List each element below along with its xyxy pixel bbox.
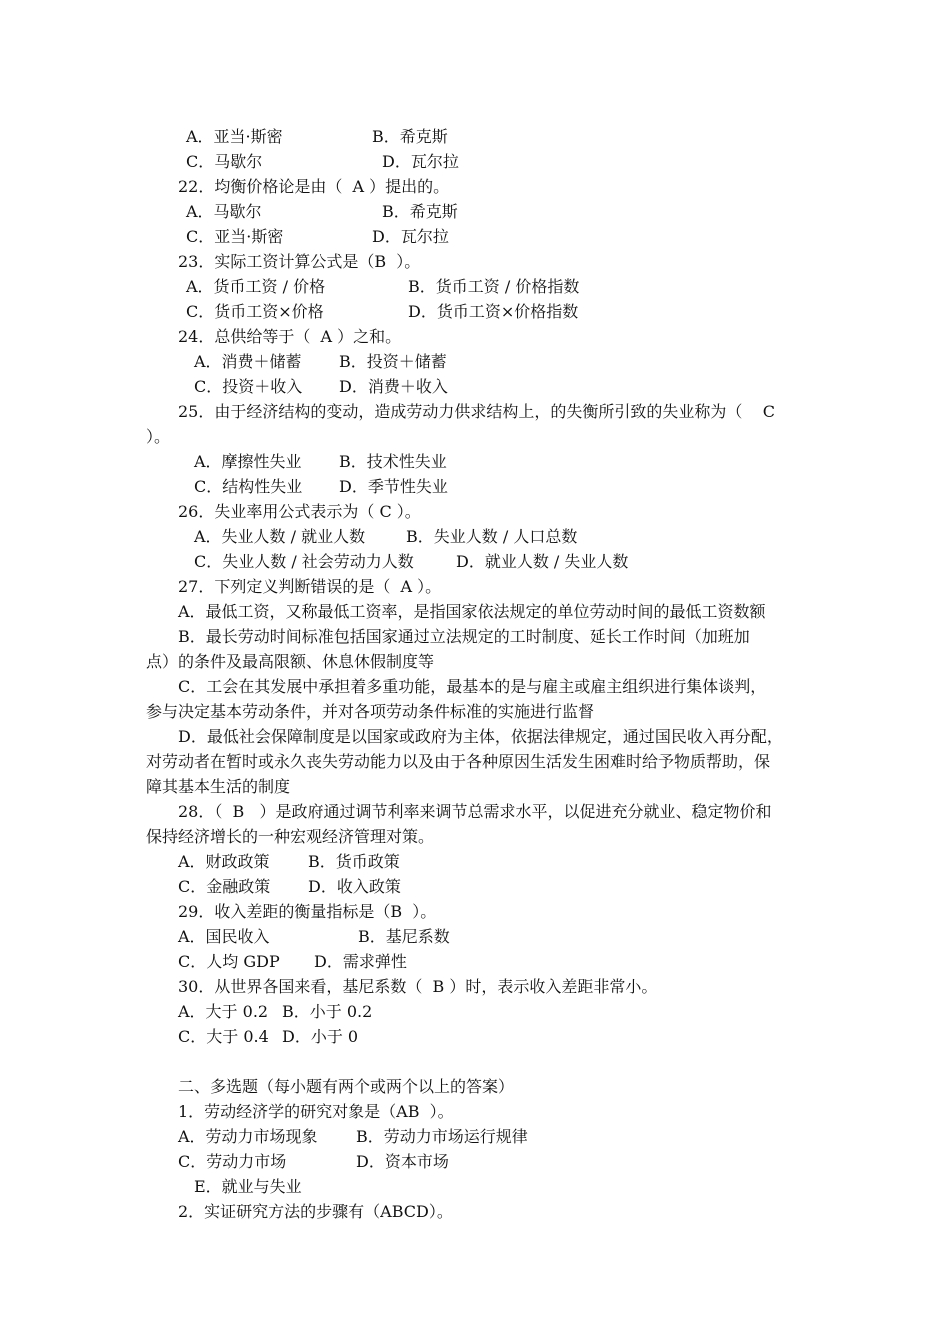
question-23: 23．实际工资计算公式是（B ）。 (178, 252, 421, 271)
option-a: A．大于 0.2 (178, 1002, 269, 1021)
option-b: B．货币工资 / 价格指数 (408, 277, 580, 296)
option-d: D．消费＋收入 (339, 377, 448, 396)
option-b: B．货币政策 (308, 852, 400, 871)
option-d: D．季节性失业 (339, 477, 448, 496)
question-30: 30．从世界各国来看，基尼系数（ B ）时，表示收入差距非常小。 (178, 977, 658, 996)
option-c: C．马歇尔 (186, 152, 263, 171)
question-25-cont: ）。 (146, 427, 171, 446)
option-c: C．人均 GDP (178, 952, 280, 971)
option-c: C．投资＋收入 (194, 377, 303, 396)
question-26: 26．失业率用公式表示为（ C ）。 (178, 502, 421, 521)
option-e: E．就业与失业 (194, 1177, 302, 1196)
option-b: B．失业人数 / 人口总数 (406, 527, 578, 546)
question-29: 29．收入差距的衡量指标是（B ）。 (178, 902, 437, 921)
question-28: 28．（ B ）是政府通过调节利率来调节总需求水平，以促进充分就业、稳定物价和 (178, 802, 772, 821)
option-b: B．小于 0.2 (282, 1002, 373, 1021)
statement-d: D．最低社会保障制度是以国家或政府为主体，依据法律规定，通过国民收入再分配， (178, 727, 783, 746)
question-25: 25．由于经济结构的变动，造成劳动力供求结构上，的失衡所引致的失业称为（ C (178, 402, 775, 421)
question-28-cont: 保持经济增长的一种宏观经济管理对策。 (146, 827, 435, 846)
option-c: C．失业人数 / 社会劳动力人数 (194, 552, 414, 571)
option-b: B．劳动力市场运行规律 (356, 1127, 528, 1146)
option-c: C．劳动力市场 (178, 1152, 287, 1171)
option-a: A．亚当·斯密 (186, 127, 283, 146)
option-c: C．货币工资×价格 (186, 302, 324, 321)
statement-c-cont: 参与决定基本劳动条件，并对各项劳动条件标准的实施进行监督 (146, 702, 595, 721)
statement-c: C．工会在其发展中承担着多重功能，最基本的是与雇主或雇主组织进行集体谈判， (178, 677, 767, 696)
option-c: C．亚当·斯密 (186, 227, 284, 246)
statement-b: B．最长劳动时间标准包括国家通过立法规定的工时制度、延长工作时间（加班加 (178, 627, 750, 646)
option-a: A．消费＋储蓄 (194, 352, 302, 371)
option-a: A．马歇尔 (186, 202, 262, 221)
option-d: D．就业人数 / 失业人数 (456, 552, 629, 571)
question-24: 24．总供给等于（ A ）之和。 (178, 327, 402, 346)
option-c: C．结构性失业 (194, 477, 303, 496)
option-b: B．基尼系数 (358, 927, 450, 946)
statement-b-cont: 点）的条件及最高限额、休息休假制度等 (146, 652, 435, 671)
option-b: B．投资＋储蓄 (339, 352, 447, 371)
option-d: D．资本市场 (356, 1152, 449, 1171)
option-d: D．需求弹性 (314, 952, 407, 971)
mc-question-2: 2．实证研究方法的步骤有（ABCD）。 (178, 1202, 453, 1221)
option-a: A．失业人数 / 就业人数 (194, 527, 366, 546)
option-c: C．大于 0.4 (178, 1027, 269, 1046)
statement-a: A．最低工资，又称最低工资率，是指国家依法规定的单位劳动时间的最低工资数额 (178, 602, 766, 621)
section-heading: 二、多选题（每小题有两个或两个以上的答案） (178, 1077, 515, 1096)
statement-d-cont: 对劳动者在暂时或永久丧失劳动能力以及由于各种原因生活发生困难时给予物质帮助，保 (146, 752, 771, 771)
option-c: C．金融政策 (178, 877, 271, 896)
question-27: 27．下列定义判断错误的是（ A ）。 (178, 577, 442, 596)
question-22: 22．均衡价格论是由（ A ）提出的。 (178, 177, 450, 196)
option-a: A．国民收入 (178, 927, 270, 946)
option-a: A．财政政策 (178, 852, 270, 871)
mc-question-1: 1．劳动经济学的研究对象是（AB ）。 (178, 1102, 454, 1121)
option-b: B．希克斯 (372, 127, 448, 146)
option-d: D．货币工资×价格指数 (408, 302, 579, 321)
option-a: A．劳动力市场现象 (178, 1127, 318, 1146)
option-d: D．瓦尔拉 (382, 152, 459, 171)
option-d: D．小于 0 (282, 1027, 359, 1046)
option-a: A．货币工资 / 价格 (186, 277, 326, 296)
option-a: A．摩擦性失业 (194, 452, 302, 471)
option-d: D．收入政策 (308, 877, 401, 896)
option-b: B．技术性失业 (339, 452, 447, 471)
option-b: B．希克斯 (382, 202, 458, 221)
option-d: D．瓦尔拉 (372, 227, 449, 246)
statement-d-cont: 障其基本生活的制度 (146, 777, 291, 796)
